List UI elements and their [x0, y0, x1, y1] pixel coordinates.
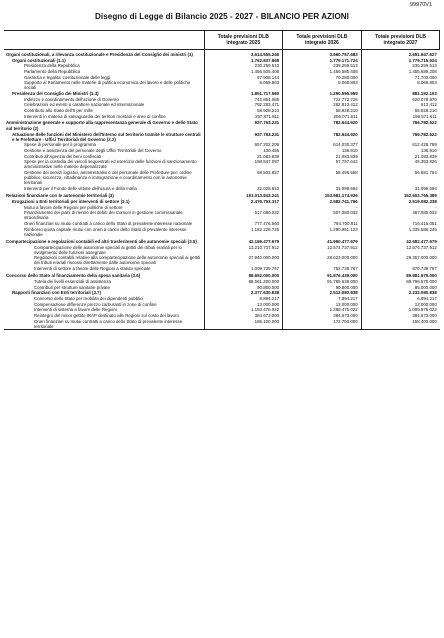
value-2027: 2.651.947.627 — [361, 50, 440, 58]
value-2027: 235.259.513 — [361, 63, 440, 69]
value-2027: - — [361, 204, 440, 210]
row-label: Concorso dello Stato al finanziamento della spesa sanitaria (3.6) — [6, 272, 141, 278]
row-label: Contributi per strutture sanitarie private — [34, 284, 110, 290]
value-2026: 235.259.513 — [283, 63, 362, 69]
value-2025: 257.871.811 — [204, 113, 283, 119]
table-row — [4, 318, 440, 329]
row-label: Oneri finanziari su mutui contratti a carico dello Stato di prevalente interesse territoriale — [4, 318, 204, 329]
value-2027: 1.455.689.208 — [361, 69, 440, 75]
row-label: Supporto al Parlamento nelle materie di politica economica del lavoro e delle politiche sociali — [24, 80, 191, 91]
value-2027: 89.796.570.000 — [361, 279, 440, 285]
value-2025: 100.455 — [204, 148, 283, 154]
value-2025: 792.283.471 — [204, 102, 283, 108]
value-2027: 8.068.803 — [361, 80, 440, 91]
document-title: Disegno di Legge di Bilancio 2025 - 2027 - BILANCIO PER AZIONI — [95, 12, 349, 21]
value-2027: 881.192.103 — [361, 91, 440, 97]
row-label: Oneri finanziari su mutui contratti a carico dello Stato di prevalente interesse nazionale — [24, 220, 193, 226]
value-2025: 1.851.717.580 — [204, 91, 283, 97]
value-2025: 158.847.097 — [204, 159, 283, 170]
value-2027: 487.080.032 — [361, 210, 440, 221]
value-2026: 1.288.475.022 — [283, 307, 362, 313]
value-2025: 21.083.839 — [204, 153, 283, 159]
row-label: Organi costituzionali, a rilevanza costituzionale e Presidenza del Consiglio dei ministri (1) — [6, 51, 193, 57]
value-2026: 91.876.439.000 — [283, 271, 362, 278]
value-2025: 517.080.032 — [204, 210, 283, 221]
value-2026: 58.928.210 — [283, 108, 362, 114]
row-label: Parlamento della Repubblica — [24, 68, 81, 74]
value-2027: 31.099.594 — [361, 186, 440, 192]
value-2025: 937.763.231 — [204, 131, 283, 142]
value-2027: 1.779.715.524 — [361, 57, 440, 63]
value-2027: 85.000.000 — [361, 284, 440, 290]
value-2025: 88.652.000.000 — [204, 271, 283, 278]
row-label: Interventi in materia di salvaguardia dei territori montani e aree di confine — [24, 113, 166, 119]
table-body — [4, 50, 440, 330]
table-row — [4, 226, 440, 237]
value-2026: 58.496.558 — [283, 170, 362, 186]
value-2026: 752.739.767 — [283, 266, 362, 272]
value-2026: 8.068.803 — [283, 80, 362, 91]
value-2025: 27.940.000.000 — [204, 255, 283, 266]
value-2026: 256.071.611 — [283, 113, 362, 119]
row-label: Garanzia e legalita' costituzionale delle leggi — [24, 74, 111, 80]
value-2025: 3.614.555.246 — [204, 50, 283, 58]
value-2025: 2.377.630.838 — [204, 290, 283, 296]
row-label: Presidenza del Consiglio dei Ministri (1.3) — [12, 91, 99, 96]
value-2025: 937.763.231 — [204, 119, 283, 131]
row-label: Compensazione differenze prezzo carburanti in zone di confine — [34, 301, 157, 307]
value-2027: 384.673.000 — [361, 313, 440, 319]
value-2026: 1.290.961.123 — [283, 226, 362, 237]
table-row — [4, 131, 440, 142]
row-label: Celebrazioni ed eventi a carattere nazionale ed internazionale — [24, 102, 145, 108]
value-2026: 13.000.000 — [283, 301, 362, 307]
row-label: Indirizzo e coordinamento dell'azione di Governo — [24, 96, 119, 102]
row-label: Tutela dei livelli essenziali di assistenza — [34, 279, 111, 285]
table-row — [4, 237, 440, 244]
value-2027: 716.416.051 — [361, 221, 440, 227]
value-2025: 42.169.477.679 — [204, 237, 283, 244]
value-2027: 13.000.000 — [361, 301, 440, 307]
value-2026: 12.574.737.912 — [283, 244, 362, 255]
value-2026: 782.644.920 — [283, 131, 362, 142]
value-2026: 1.779.171.724 — [283, 57, 362, 63]
value-2025: 32.028.810 — [204, 186, 283, 192]
value-2026: 31.099.594 — [283, 186, 362, 192]
row-label: Finanziamento dei piani di rientro dei debiti dei Comuni in gestione commissariale straordinaria — [24, 210, 183, 221]
page-number: 99970V1 — [409, 2, 432, 8]
value-2027: 766.782.522 — [361, 131, 440, 142]
table-row — [4, 170, 440, 186]
row-label: Interventi di sistema a favore delle Regioni — [34, 307, 117, 313]
row-label: Interventi di settore a favore delle Regioni a statuto speciale — [34, 266, 151, 272]
value-2027: 870.739.767 — [361, 266, 440, 272]
value-2027: 56.681.764 — [361, 170, 440, 186]
value-2025: - — [204, 204, 283, 210]
table-row — [4, 80, 440, 91]
value-2025: 742.854.085 — [204, 96, 283, 102]
value-2027: 198.571.611 — [361, 113, 440, 119]
column-header-2027: Totale previsioni DLB integrato 2027 — [361, 31, 440, 50]
value-2025: 68.502.827 — [204, 170, 283, 186]
value-2027: 29.357.000.000 — [361, 255, 440, 266]
row-label: Attuazione delle funzioni del Ministero dell'Interno sul territorio tramite le strutture centrali e le Prefetture - Uffici Territoriali del Governo (2.2) — [12, 131, 201, 142]
value-2027: 71.700.000 — [361, 74, 440, 80]
value-2025: 8.068.803 — [204, 80, 283, 91]
value-2027: 152.602.765.389 — [361, 191, 440, 198]
row-label: Organi costituzionali (1.1) — [12, 57, 66, 63]
value-2026: 2.582.741.766 — [283, 199, 362, 205]
value-2027: 136.910 — [361, 148, 440, 154]
value-2026: 3.660.757.683 — [283, 50, 362, 58]
row-label: Presidenza della Repubblica — [24, 63, 80, 69]
value-2026: 7.894.217 — [283, 296, 362, 302]
value-2026: 614.030.377 — [283, 142, 362, 148]
value-2025: 1.762.837.668 — [204, 57, 283, 63]
value-2027: 620.078.870 — [361, 96, 440, 102]
value-2025: 1.153.475.022 — [204, 307, 283, 313]
row-label: Rimborso quota capitale mutui con oneri a carico dello Stato di prevalente interesse nazionale — [24, 226, 187, 237]
table-row — [4, 255, 440, 266]
table-row — [4, 119, 440, 131]
value-2026: 91.785.639.000 — [283, 279, 362, 285]
value-2025: 1.456.505.408 — [204, 69, 283, 75]
row-label: Interventi per il Fondo delle vittime dell'usura e della mafia — [24, 185, 137, 191]
row-label: Spese per la custodia dei veicoli sequestrati ed esercizio delle funzioni di sanzionamento amministrative nelle materie depenalizzate — [24, 159, 197, 170]
value-2026: 784.700.811 — [283, 221, 362, 227]
row-label: Reintegro del minor gettito IRAP destinato alle Regioni sul costo del lavoro — [34, 313, 179, 319]
value-2025: 384.673.000 — [204, 313, 283, 319]
value-2026: 384.673.000 — [283, 313, 362, 319]
value-2025: 151.013.843.241 — [204, 191, 283, 198]
value-2026: 282.813.412 — [283, 102, 362, 108]
value-2027: 6.894.217 — [361, 296, 440, 302]
table-row — [4, 159, 440, 170]
column-header-2026: Totale previsioni DLB integrato 2026 — [283, 31, 362, 50]
row-label: Regolazioni contabili relative alla compartecipazione delle autonomie speciali ai gettiti dei tributi erariali riscossi direttamente dalle autonomie speciali — [34, 255, 201, 266]
value-2025: 1.182.228.725 — [204, 226, 283, 237]
value-2026: - — [283, 204, 362, 210]
value-2027: 12.574.737.912 — [361, 244, 440, 255]
row-label: Contributo allo Stato dell'8 per mille — [24, 107, 93, 113]
table-row — [4, 191, 440, 198]
value-2025: 1.009.739.767 — [204, 266, 283, 272]
value-2027: 612.428.789 — [361, 142, 440, 148]
value-2027: 89.881.570.000 — [361, 271, 440, 278]
row-label: Gestione dei servizi logistici, amministrativi e del personale delle Prefetture per: ordine pubblico, sicurezza, cittadinanza e immigrazione e coordinamento con le autonomie territoriali — [24, 170, 192, 186]
value-2027: 1.009.975.022 — [361, 307, 440, 313]
value-2026: 782.644.920 — [283, 119, 362, 131]
row-label: Relazioni finanziarie con le autonomie territoriali (3) — [6, 192, 114, 198]
value-2027: 21.083.839 — [361, 153, 440, 159]
value-2027: 2.232.080.838 — [361, 290, 440, 296]
value-2026: 172.750.000 — [283, 318, 362, 329]
row-label: Contributi all'Agenzia dei beni confiscati — [24, 153, 102, 159]
value-2026: 712.772.726 — [283, 96, 362, 102]
value-2025: 13.210.737.912 — [204, 244, 283, 255]
value-2026: 136.910 — [283, 148, 362, 154]
row-label: Erogazioni a Enti territoriali per interventi di settore (3.1) — [12, 198, 130, 204]
value-2027: 158.400.000 — [361, 318, 440, 329]
value-2025: 67.908.144 — [204, 74, 283, 80]
value-2027: 45.353.826 — [361, 159, 440, 170]
value-2026: 70.280.000 — [283, 74, 362, 80]
row-label: Compartecipazione delle autonomie speciali ai gettiti dei tributi erariali per lo svolgimento delle funzioni assegnate — [34, 244, 182, 255]
value-2027: 42.682.477.679 — [361, 237, 440, 244]
label-column-header — [4, 31, 204, 50]
table-row — [4, 271, 440, 278]
table-row — [4, 244, 440, 255]
value-2025: 186.100.000 — [204, 318, 283, 329]
value-2025: 90.800.000 — [204, 284, 283, 290]
value-2025: 88.561.200.000 — [204, 279, 283, 285]
value-2026: 1.456.585.408 — [283, 69, 362, 75]
row-label: Gestione e assistenza del personale degli Uffici Territoriali del Governo — [24, 148, 162, 154]
value-2027: 1.335.586.245 — [361, 226, 440, 237]
value-2027: 613.412 — [361, 102, 440, 108]
table-header-row — [4, 31, 440, 50]
value-2025: 657.202.209 — [204, 142, 283, 148]
value-2026: 90.800.000 — [283, 284, 362, 290]
column-header-2025: Totale previsioni DLB integrato 2025 — [204, 31, 283, 50]
value-2026: 1.290.595.959 — [283, 91, 362, 97]
row-label: Compartecipazione e regolazioni contabili ed altri trasferimenti alle autonomie speciali (3.5) — [6, 238, 197, 244]
value-2027: 58.928.210 — [361, 108, 440, 114]
value-2025: 58.928.210 — [204, 108, 283, 114]
value-2025: 230.259.513 — [204, 63, 283, 69]
value-2025: 8.894.217 — [204, 296, 283, 302]
row-label: Rapporti finanziari con Enti territoriali (3.7) — [12, 290, 102, 296]
table-row — [4, 210, 440, 221]
value-2026: 153.981.174.936 — [283, 191, 362, 198]
table-row — [4, 50, 440, 58]
row-label: Amministrazione generale e supporto alla rappresentanza generale di Governo e dello Stato sul territorio (2) — [6, 120, 198, 131]
value-2027: 2.519.082.338 — [361, 199, 440, 205]
value-2026: 21.083.839 — [283, 153, 362, 159]
value-2027: 766.782.522 — [361, 119, 440, 131]
value-2026: 28.623.000.000 — [283, 255, 362, 266]
value-2025: 777.476.560 — [204, 221, 283, 227]
value-2026: 507.080.032 — [283, 210, 362, 221]
value-2025: 2.476.753.317 — [204, 199, 283, 205]
row-label: Spese di personale per il programma — [24, 142, 96, 148]
row-label: Concorso dello Stato per mobilita dei dipendenti pubblici — [34, 296, 144, 302]
value-2025: 13.000.000 — [204, 301, 283, 307]
value-2026: 57.797.642 — [283, 159, 362, 170]
value-2026: 41.950.477.679 — [283, 237, 362, 244]
row-label: Mutui a favore delle Regioni per politiche di settore — [24, 204, 123, 210]
value-2026: 2.512.080.838 — [283, 290, 362, 296]
budget-table — [4, 30, 440, 330]
